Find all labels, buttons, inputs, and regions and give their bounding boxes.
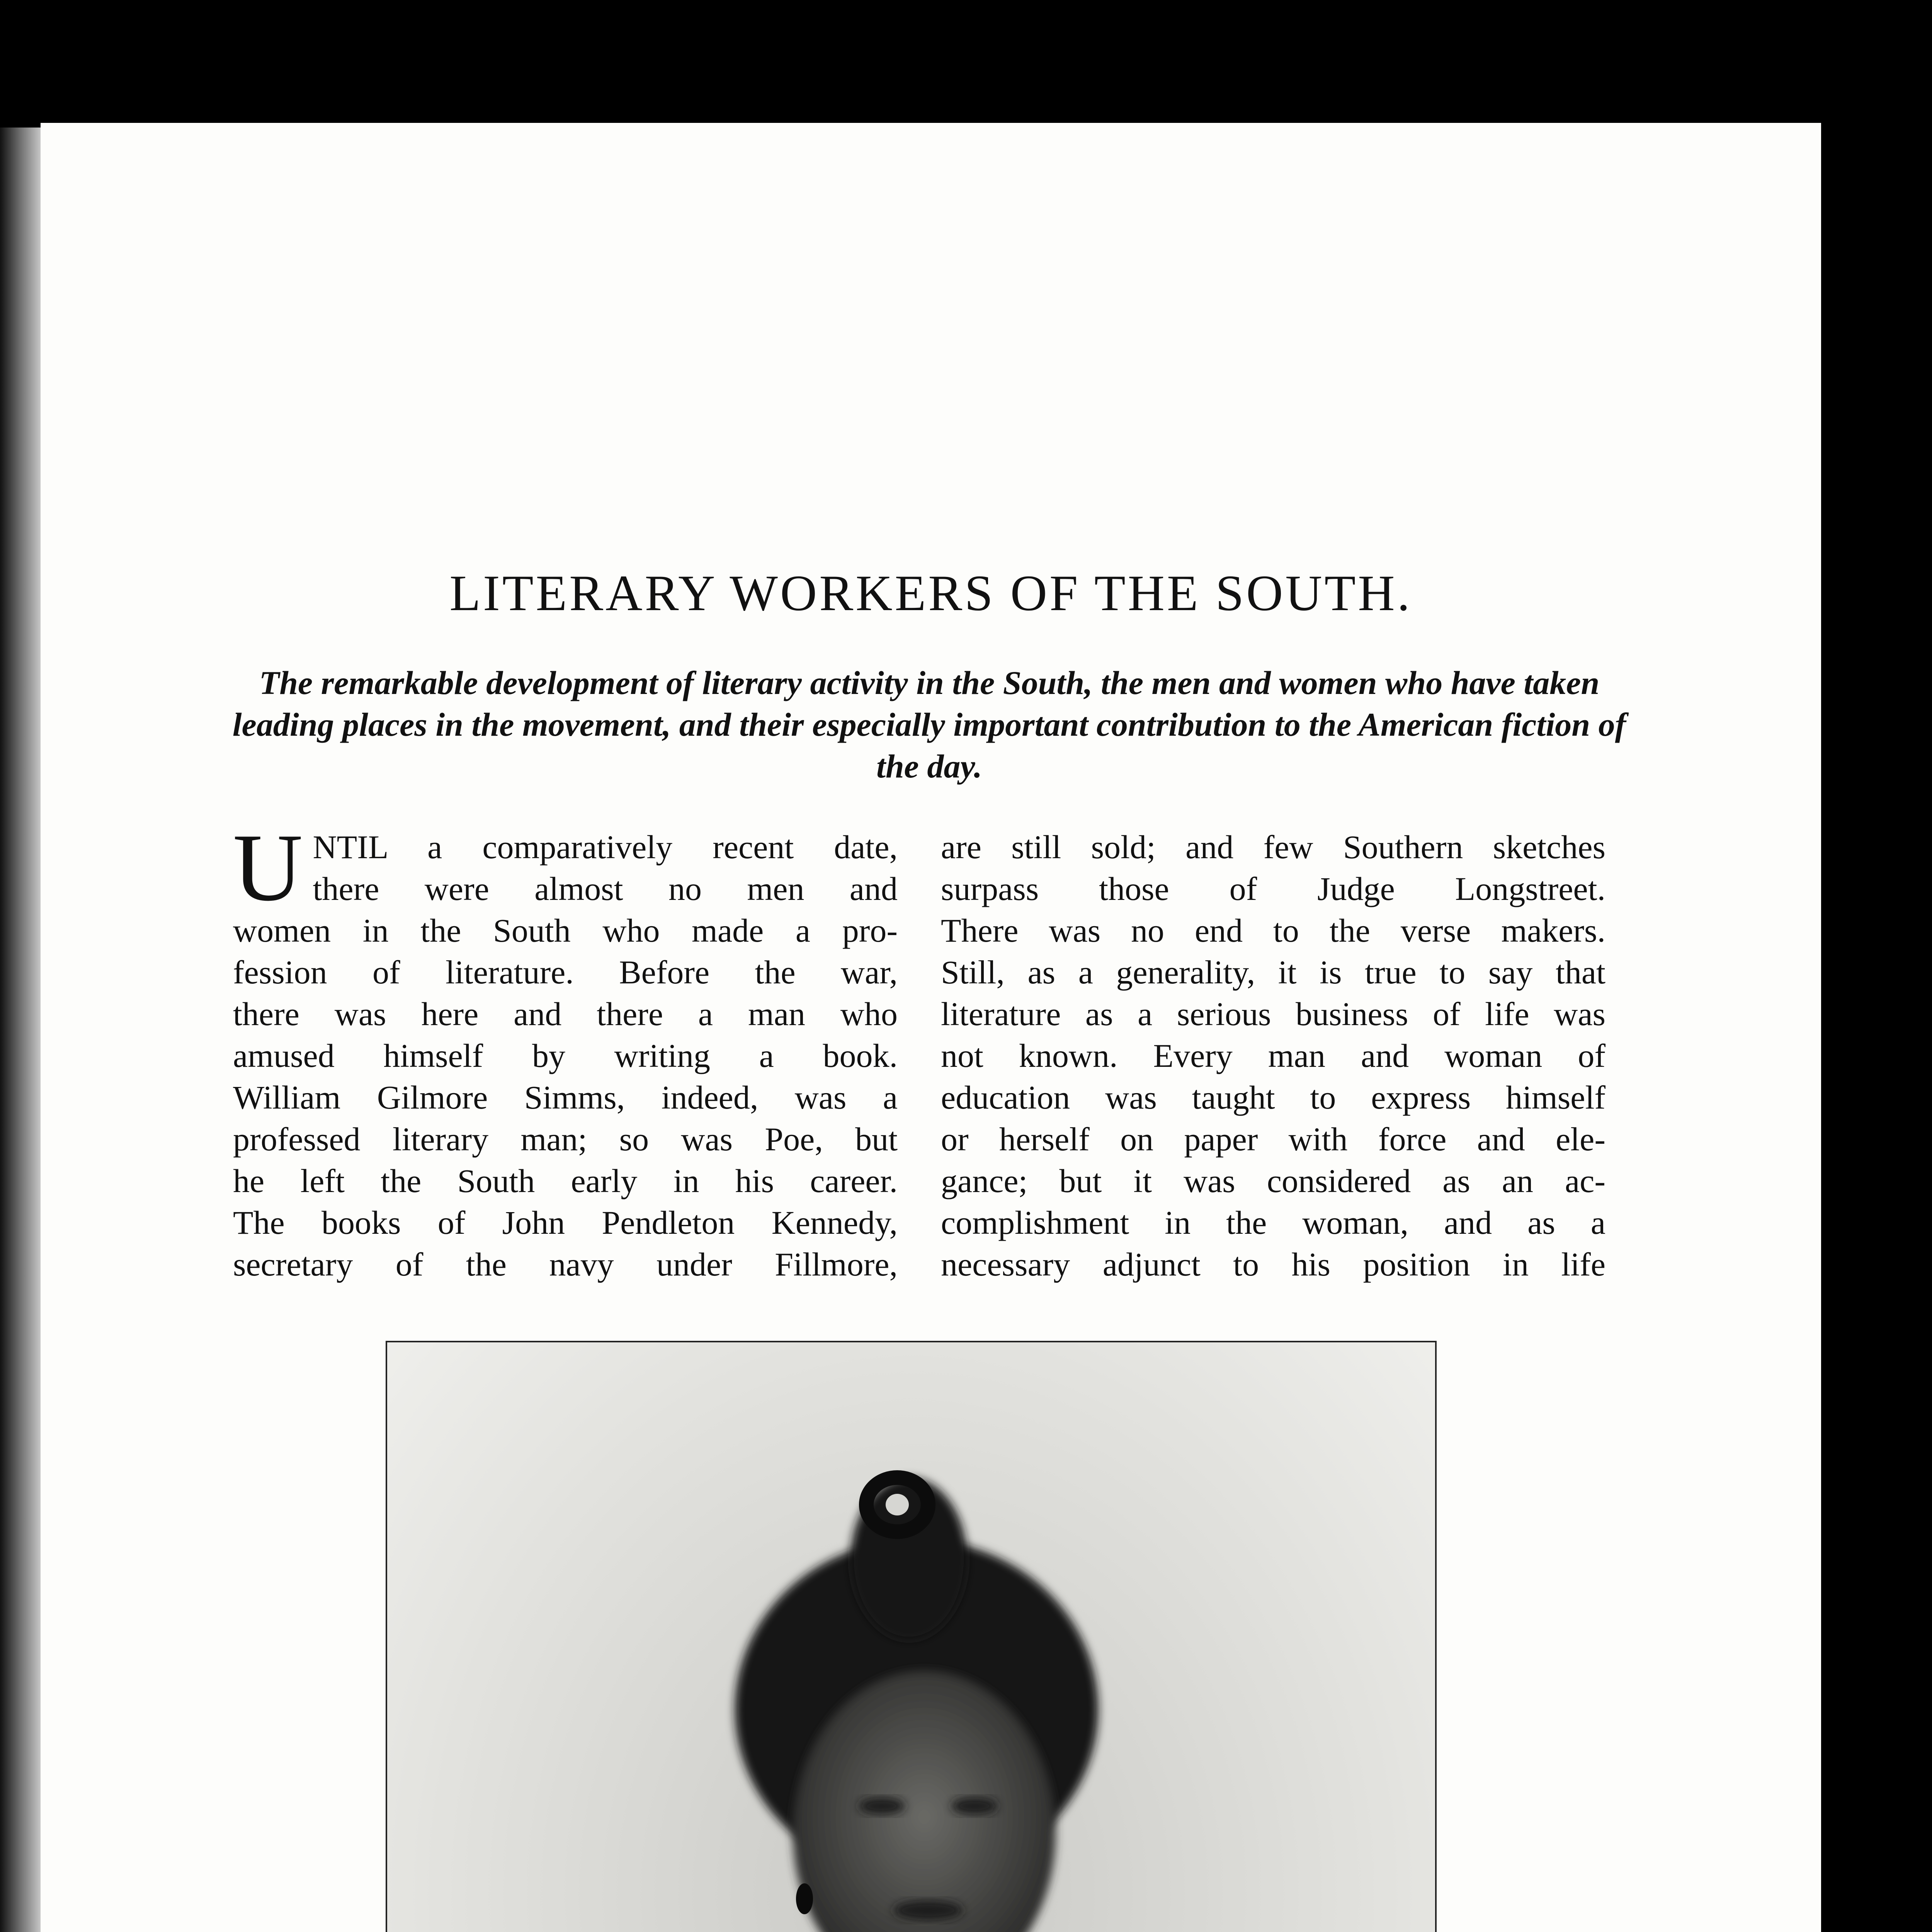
- text-line: Still, as a generality, it is true to say that: [941, 954, 1605, 991]
- text-line: There was no end to the verse makers.: [941, 912, 1605, 949]
- text-line: William Gilmore Simms, indeed, was a: [233, 1079, 898, 1116]
- text-line: not known. Every man and woman of: [941, 1037, 1605, 1074]
- text-line: professed literary man; so was Poe, but: [233, 1121, 898, 1158]
- portrait-photograph: [386, 1341, 1437, 1932]
- left-column: [233, 814, 898, 1285]
- text-line: women in the South who made a pro-: [233, 912, 898, 949]
- text-line: there was here and there a man who: [233, 995, 898, 1032]
- article-dek: The remarkable development of literary activity in the South, the men and women who have taken leading places in the movement, and their especially important contribution to the American fiction of the day.: [232, 664, 1626, 785]
- text-line: NTIL a comparatively recent date,: [313, 828, 898, 866]
- article-title: LITERARY WORKERS OF THE SOUTH.: [449, 565, 1412, 621]
- text-line: gance; but it was considered as an ac-: [941, 1162, 1605, 1199]
- text-line: secretary of the navy under Fillmore,: [233, 1246, 898, 1283]
- text-line: education was taught to express himself: [941, 1079, 1605, 1116]
- text-line: are still sold; and few Southern sketches: [941, 828, 1605, 866]
- text-line: there were almost no men and: [313, 870, 898, 907]
- text-line: he left the South early in his career.: [233, 1162, 898, 1199]
- text-line: or herself on paper with force and ele-: [941, 1121, 1605, 1158]
- magazine-page: [41, 123, 1821, 1932]
- portrait-image: [387, 1342, 1437, 1932]
- text-line: fession of literature. Before the war,: [233, 954, 898, 991]
- text-line: surpass those of Judge Longstreet.: [941, 870, 1605, 907]
- facing-page-edge: [0, 128, 43, 1932]
- text-line: literature as a serious business of life was: [941, 995, 1605, 1032]
- text-line: amused himself by writing a book.: [233, 1037, 898, 1074]
- text-line: necessary adjunct to his position in life: [941, 1246, 1605, 1283]
- text-line: complishment in the woman, and as a: [941, 1204, 1605, 1241]
- right-column: [941, 826, 1605, 1285]
- text-line: The books of John Pendleton Kennedy,: [233, 1204, 898, 1241]
- drop-cap: U: [233, 814, 303, 921]
